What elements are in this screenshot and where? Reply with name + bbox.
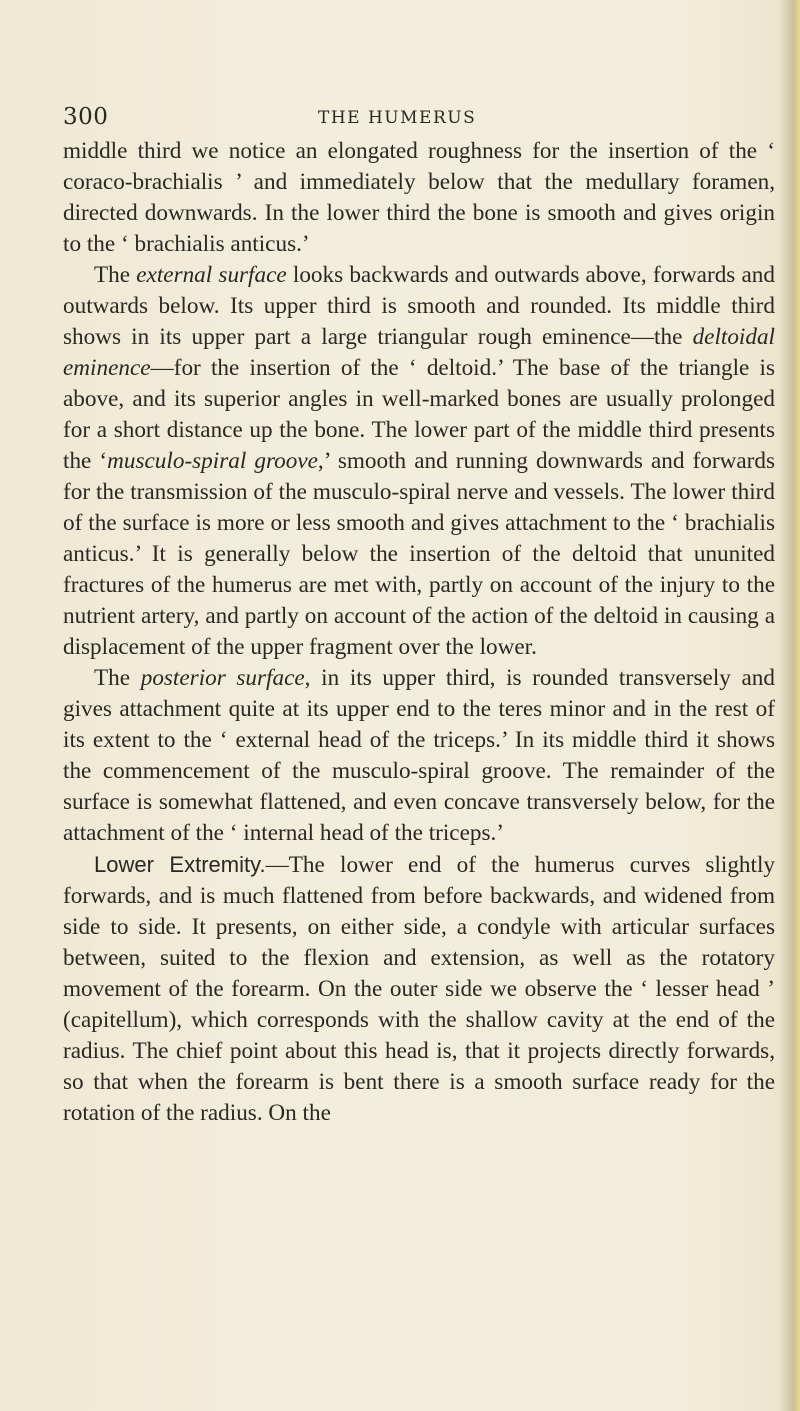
- paragraph-external-surface: [63, 260, 775, 663]
- text-run: The: [94, 262, 137, 288]
- text-run: , in its upper third, is rounded transversely and gives attachment quite at its upper end to the teres minor and in the rest of its extent to the ‘ external head of the triceps.’ In its middle third it shows the commencement of the musculo-spiral groove. The remainder of the surface is somewhat flattened, and even concave transversely below, for the attachment of the ‘ internal head of the triceps.’: [63, 665, 775, 846]
- term-deltoidal-eminence: deltoidal eminence: [63, 324, 775, 381]
- page-edge-shadow: [778, 0, 800, 1411]
- text-run: The: [94, 665, 141, 691]
- term-external-surface: external surface: [136, 262, 287, 288]
- paragraph-lower-extremity: [63, 849, 775, 1129]
- text-run: ,’ smooth and running downwards and forwards for the transmission of the musculo-spiral nerve and vessels. The lower third of the surface is more or less smooth and gives attachment to the ‘ brachialis anticus.’ It is generally below the insertion of the deltoid that ununited fractures of the humerus are met with, partly on account of the injury to the nutrient artery, and partly on account of the action of the deltoid in causing a displacement of the upper fragment over the lower.: [63, 448, 775, 660]
- text-run: —for the insertion of the ‘ deltoid.’ The base of the triangle is above, and its superior angles in well-marked bones are usually prolonged for a short distance up the bone. The lower part of the middle third presents the ‘: [63, 355, 775, 474]
- paragraph-posterior-surface: [63, 663, 775, 849]
- term-musculo-spiral-groove: musculo-spiral groove: [107, 448, 318, 474]
- page-number: 300: [63, 104, 109, 130]
- text-run: looks backwards and outwards above, forwards and outwards below. Its upper third is smooth and rounded. Its middle third shows in its upper part a large triangular rough eminence—the: [63, 262, 775, 350]
- term-posterior-surface: posterior surface: [140, 665, 305, 691]
- section-heading-lower-extremity: Lower Extremity.: [94, 852, 266, 877]
- running-head: [0, 0, 800, 140]
- paragraph-continued: [63, 136, 775, 260]
- paragraph-text: middle third we notice an elongated roughness for the insertion of the ‘ coraco-brachialis ’ and immediately below that the medullary foramen, directed downwards. In the lower third the bone is smooth and gives origin to the ‘ brachialis anticus.’: [63, 138, 775, 257]
- body-text: [63, 136, 775, 1129]
- running-title: THE HUMERUS: [318, 108, 477, 128]
- text-run: —The lower end of the humerus curves slightly forwards, and is much flattened from before backwards, and widened from side to side. It presents, on either side, a condyle with articular surfaces between, suited to the flexion and extension, as well as the rotatory movement of the forearm. On the outer side we observe the ‘ lesser head ’ (capitellum), which corresponds with the shallow cavity at the end of the radius. The chief point about this head is, that it projects directly forwards, so that when the forearm is bent there is a smooth surface ready for the rotation of the radius. On the: [63, 852, 775, 1126]
